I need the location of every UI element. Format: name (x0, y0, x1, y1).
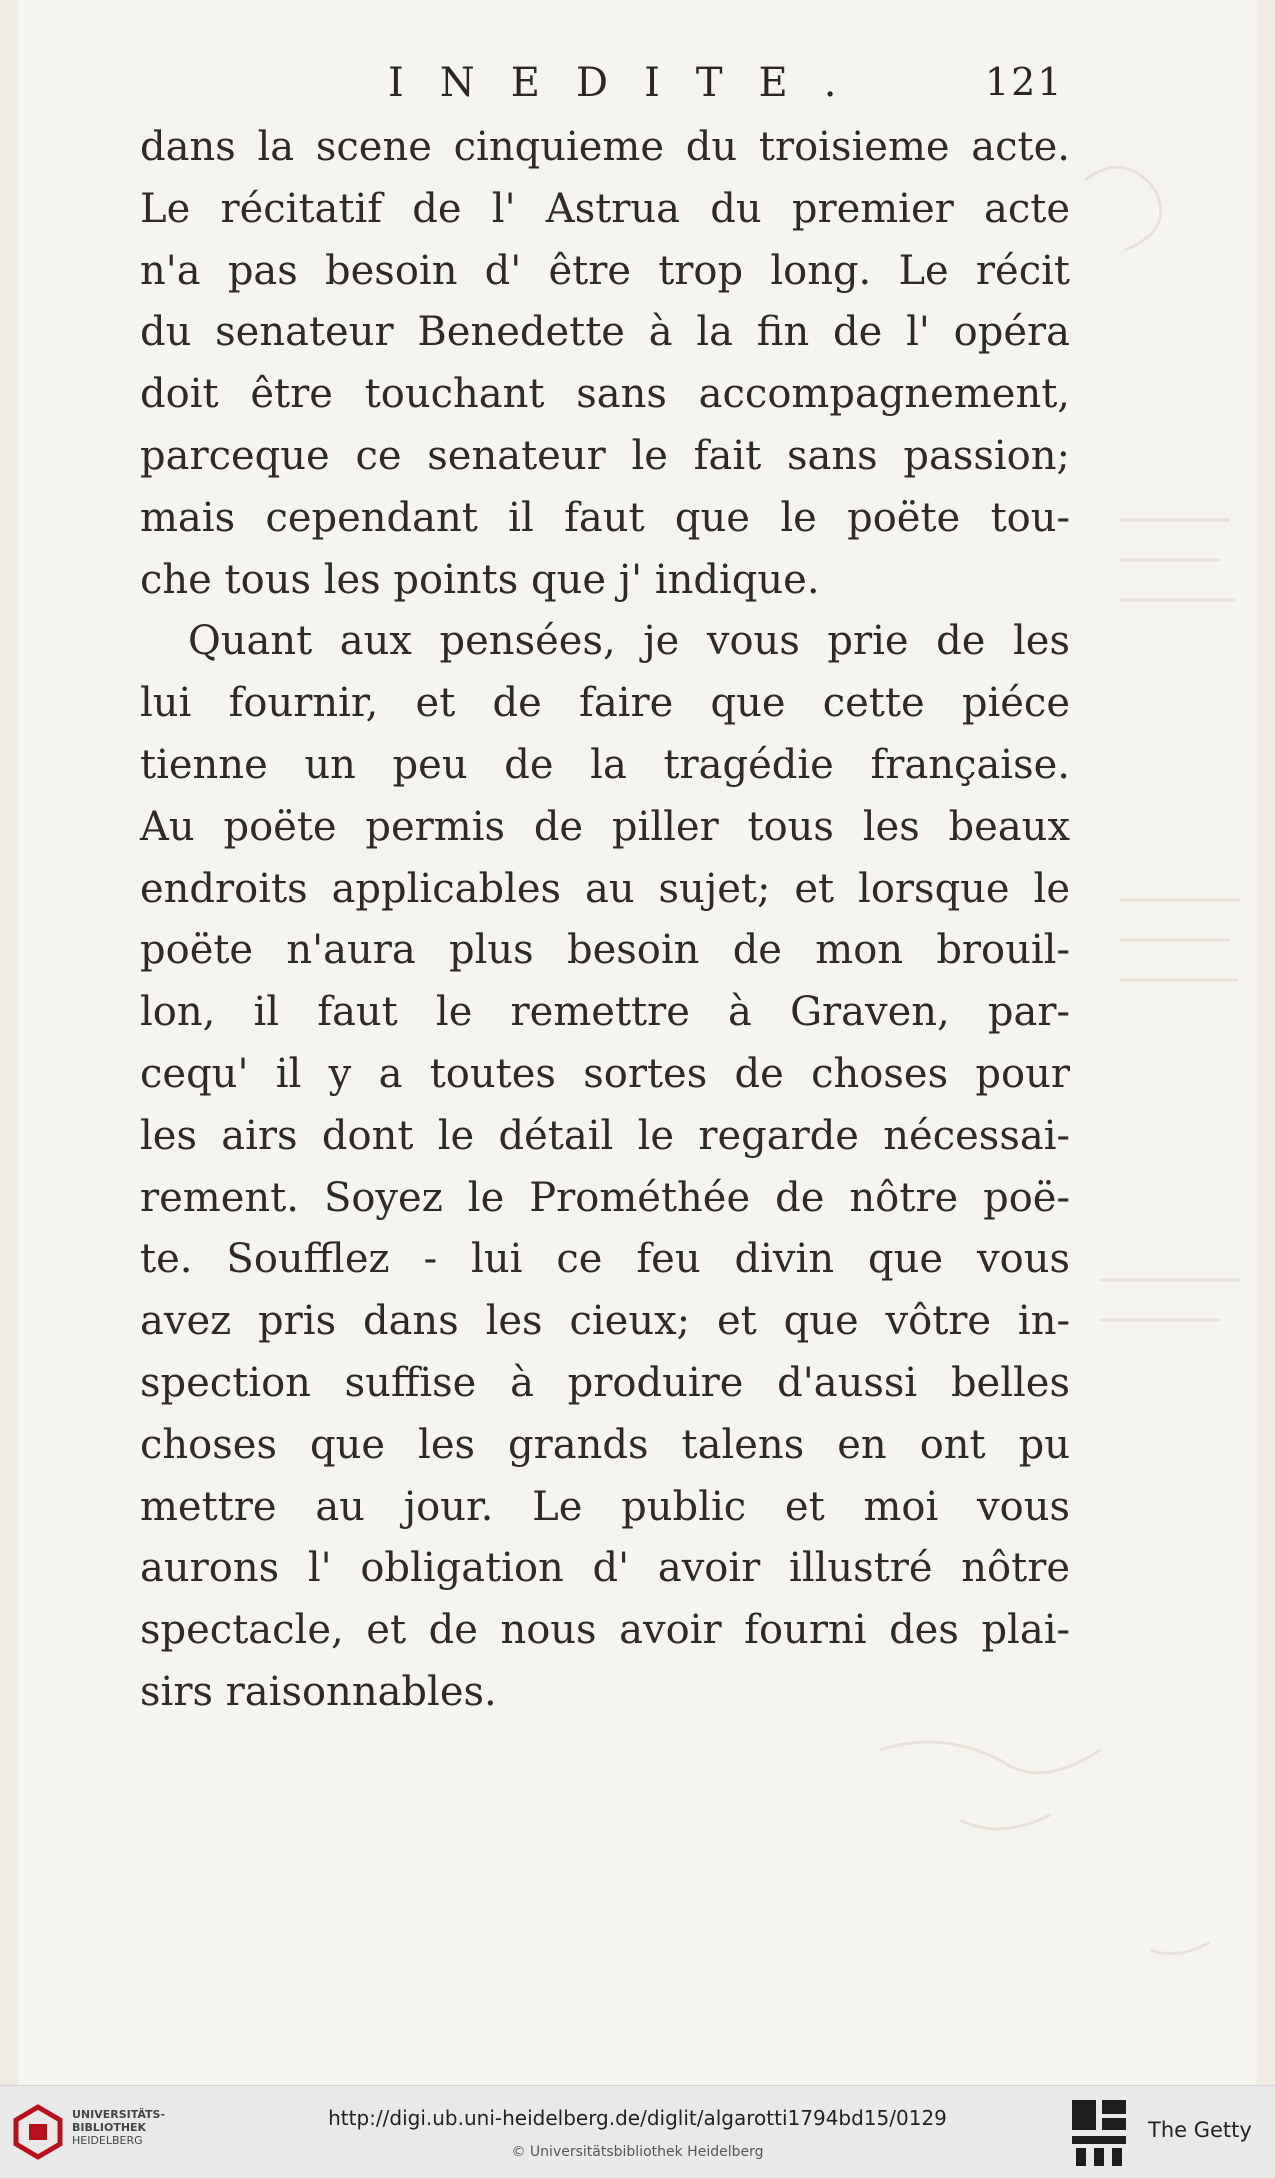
text-line: Le récitatif de l' Astrua du premier acte (140, 185, 1070, 232)
text-line: che tous les points que j' indique. (140, 556, 820, 603)
copyright-notice: © Universitätsbibliothek Heidelberg (511, 2144, 764, 2160)
institution-line: HEIDELBERG (72, 2134, 143, 2147)
institution-line: BIBLIOTHEK (72, 2121, 147, 2134)
page-number: 121 (985, 60, 1064, 104)
body-text (140, 117, 1070, 1724)
text-line: lon, il faut le remettre à Graven, par- (140, 989, 1070, 1036)
text-line: les airs dont le détail le regarde nécessai- (140, 1112, 1070, 1159)
text-line: spectacle, et de nous avoir fourni des plai- (140, 1607, 1070, 1654)
text-line: te. Soufflez - lui ce feu divin que vous (140, 1236, 1070, 1283)
text-line: endroits applicables au sujet; et lorsque le (140, 865, 1070, 912)
partner-name: The Getty (1148, 2118, 1252, 2142)
text-line: lui fournir, et de faire que cette piéce (140, 680, 1070, 727)
text-line: avez pris dans les cieux; et que vôtre in- (140, 1298, 1070, 1345)
permalink-url[interactable]: http://digi.ub.uni-heidelberg.de/diglit/algarotti1794bd15/0129 (328, 2106, 947, 2130)
text-line: Au poëte permis de piller tous les beaux (140, 803, 1070, 850)
text-line: choses que les grands talens en ont pu (140, 1421, 1070, 1468)
running-header (0, 60, 1275, 110)
text-line: sirs raisonnables. (140, 1668, 497, 1715)
text-line: poëte n'aura plus besoin de mon brouil- (140, 927, 1070, 974)
text-line: mais cependant il faut que le poëte tou- (140, 494, 1070, 541)
viewer-footer (0, 2085, 1275, 2178)
getty-logo-icon (1072, 2100, 1128, 2166)
text-line: mettre au jour. Le public et moi vous (140, 1483, 1070, 1530)
text-line: aurons l' obligation d' avoir illustré nôtre (140, 1545, 1070, 1592)
text-line: dans la scene cinquieme du troisieme acte. (140, 124, 1070, 170)
text-line: rement. Soyez le Prométhée de nôtre poë- (140, 1174, 1070, 1221)
paragraph-start-line: Quant aux pensées, je vous prie de les (188, 618, 1070, 665)
text-line: doit être touchant sans accompagnement, (140, 371, 1070, 418)
text-line: parceque ce senateur le fait sans passion; (140, 432, 1070, 479)
text-line: tienne un peu de la tragédie française. (140, 741, 1070, 788)
institution-line: UNIVERSITÄTS- (72, 2108, 166, 2121)
text-line: n'a pas besoin d' être trop long. Le récit (140, 247, 1070, 294)
running-title: INEDITE. (388, 60, 873, 106)
text-line: du senateur Benedette à la fin de l' opéra (140, 309, 1070, 356)
text-line: cequ' il y a toutes sortes de choses pour (140, 1050, 1070, 1097)
text-line: spection suffise à produire d'aussi belles (140, 1359, 1070, 1406)
